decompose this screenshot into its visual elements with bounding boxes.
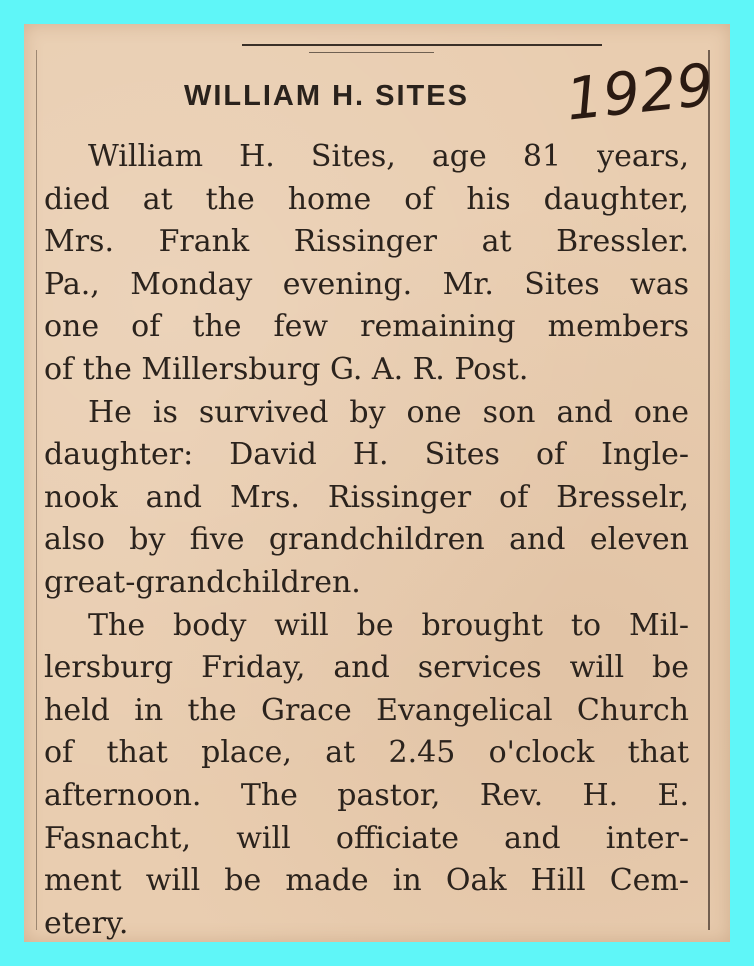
text-line: etery. (44, 905, 129, 941)
right-column-rule (708, 50, 710, 930)
left-column-rule (36, 50, 37, 930)
text-line: of the Millersburg G. A. R. Post. (44, 351, 529, 387)
top-rule (242, 44, 602, 46)
top-rule-short (309, 52, 434, 53)
text-line: died at the home of his daughter, (44, 181, 689, 217)
newspaper-clipping (24, 24, 730, 942)
text-line: William H. Sites, age 81 years, (88, 139, 689, 174)
text-line: Fasnacht, will officiate and inter- (44, 820, 689, 856)
text-line: afternoon. The pastor, Rev. H. E. (44, 777, 689, 813)
text-line: nook and Mrs. Rissinger of Bresselr, (44, 479, 689, 515)
text-line: He is survived by one son and one (88, 394, 689, 430)
text-line: great-grandchildren. (44, 564, 361, 600)
text-line: Pa., Monday evening. Mr. Sites was (44, 266, 689, 302)
text-line: daughter: David H. Sites of Ingle- (44, 437, 689, 473)
obituary-headline: WILLIAM H. SITES (184, 80, 469, 112)
text-line: lersburg Friday, and services will be (44, 650, 689, 686)
text-line: The body will be brought to Mil- (88, 607, 689, 643)
text-line: of that place, at 2.45 o'clock that (44, 735, 689, 771)
text-line: Mrs. Frank Rissinger at Bressler. (44, 224, 689, 260)
handwritten-year: 1929 (562, 50, 717, 134)
text-line: held in the Grace Evangelical Church (44, 692, 689, 728)
text-line: one of the few remaining members (44, 309, 689, 345)
text-line: ment will be made in Oak Hill Cem- (44, 863, 689, 899)
text-line: also by five grandchildren and eleven (44, 522, 689, 558)
obituary-body (44, 136, 694, 945)
